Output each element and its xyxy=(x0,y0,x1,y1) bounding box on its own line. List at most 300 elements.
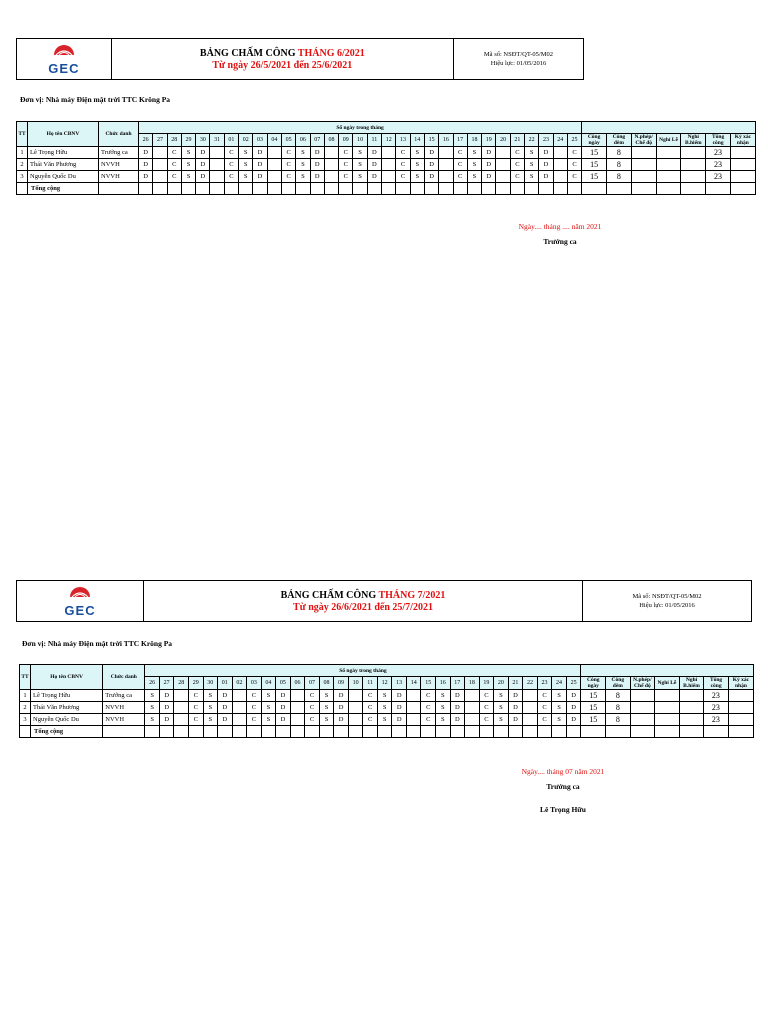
col-header-role: Chức danh xyxy=(99,122,139,147)
row-index: 3 xyxy=(20,714,31,726)
col-header-nphep: N.phép/ Chế độ xyxy=(631,134,656,147)
leave-cell xyxy=(631,147,656,159)
shift-cell: D xyxy=(139,147,153,159)
shift-cell xyxy=(210,171,224,183)
col-header-ky: Ký xác nhận xyxy=(730,134,755,147)
day-number: 10 xyxy=(353,134,367,147)
day-number: 24 xyxy=(552,677,567,690)
shift-cell: D xyxy=(539,147,553,159)
shift-cell: C xyxy=(224,171,238,183)
shift-cell: C xyxy=(305,714,320,726)
total-cell xyxy=(728,726,753,738)
total-cell xyxy=(232,726,247,738)
shift-cell: C xyxy=(453,159,467,171)
table-row xyxy=(20,714,754,726)
total-cell xyxy=(630,726,655,738)
day-number: 08 xyxy=(319,677,334,690)
row-index: 1 xyxy=(20,690,31,702)
shift-cell: D xyxy=(508,714,523,726)
doc-code-block xyxy=(454,39,583,79)
total-cell xyxy=(406,726,421,738)
shift-cell: D xyxy=(310,147,324,159)
shift-cell: D xyxy=(253,159,267,171)
total-cell xyxy=(247,726,262,738)
attendance-table xyxy=(19,664,754,738)
day-number: 19 xyxy=(482,134,496,147)
shift-cell xyxy=(523,702,538,714)
total-cell xyxy=(353,183,367,195)
total-cell xyxy=(253,183,267,195)
total-shifts: 23 xyxy=(706,147,731,159)
shift-cell: S xyxy=(239,159,253,171)
shift-cell xyxy=(523,714,538,726)
total-cell xyxy=(706,183,731,195)
day-number: 18 xyxy=(465,677,480,690)
total-row xyxy=(20,726,754,738)
shift-cell: C xyxy=(167,159,181,171)
day-number: 23 xyxy=(539,134,553,147)
day-number: 20 xyxy=(496,134,510,147)
day-number: 28 xyxy=(174,677,189,690)
day-number: 07 xyxy=(305,677,320,690)
shift-cell xyxy=(553,147,567,159)
day-number: 19 xyxy=(479,677,494,690)
total-cell xyxy=(510,183,524,195)
shift-cell: S xyxy=(181,159,195,171)
total-cell xyxy=(496,183,510,195)
total-cell xyxy=(103,726,145,738)
date-range: Từ ngày 26/5/2021 đến 25/6/2021 xyxy=(212,59,353,71)
shift-cell: D xyxy=(367,171,381,183)
shift-cell: C xyxy=(510,171,524,183)
shift-cell: D xyxy=(367,159,381,171)
header-row xyxy=(17,122,756,134)
col-header-cong-ngay: Công ngày xyxy=(581,677,606,690)
day-number: 22 xyxy=(525,134,539,147)
day-number: 11 xyxy=(363,677,378,690)
shift-cell: S xyxy=(181,147,195,159)
total-cell xyxy=(467,183,481,195)
shift-cell: C xyxy=(363,690,378,702)
shift-cell xyxy=(290,690,305,702)
shift-cell: S xyxy=(261,690,276,702)
sun-logo-icon xyxy=(69,584,91,598)
shift-cell: S xyxy=(525,147,539,159)
holiday-cell xyxy=(655,714,680,726)
sign-date: Ngày.... tháng .... năm 2021 xyxy=(518,222,602,231)
day-number: 25 xyxy=(567,134,581,147)
col-header-nghi-le: Nghỉ Lễ xyxy=(655,677,680,690)
day-number: 12 xyxy=(382,134,396,147)
total-cell xyxy=(218,726,233,738)
employee-name: Lê Trọng Hữu xyxy=(28,147,99,159)
shift-cell: S xyxy=(552,714,567,726)
shift-cell: D xyxy=(424,171,438,183)
employee-role: NVVH xyxy=(99,171,139,183)
shift-cell xyxy=(324,159,338,171)
total-cell xyxy=(210,183,224,195)
shift-cell xyxy=(267,171,281,183)
shift-cell xyxy=(406,690,421,702)
total-cell xyxy=(281,183,295,195)
total-cell xyxy=(382,183,396,195)
shift-cell: C xyxy=(421,690,436,702)
shift-cell: C xyxy=(224,147,238,159)
shift-cell xyxy=(232,690,247,702)
shift-cell: S xyxy=(494,714,509,726)
shift-cell: C xyxy=(339,159,353,171)
shift-cell: S xyxy=(203,690,218,702)
total-cell xyxy=(655,726,680,738)
shift-cell: S xyxy=(181,171,195,183)
shift-cell: S xyxy=(203,714,218,726)
shift-cell: S xyxy=(377,702,392,714)
day-number: 10 xyxy=(348,677,363,690)
logo-text: GEC xyxy=(48,61,80,76)
total-cell xyxy=(139,183,153,195)
shift-cell: D xyxy=(424,147,438,159)
total-cell xyxy=(410,183,424,195)
title-month: THÁNG 6/2021 xyxy=(297,47,365,59)
header-spacer xyxy=(582,122,756,134)
shift-cell: C xyxy=(363,714,378,726)
total-cell xyxy=(339,183,353,195)
day-number: 11 xyxy=(367,134,381,147)
shift-cell: C xyxy=(537,690,552,702)
shift-cell xyxy=(523,690,538,702)
shift-cell: S xyxy=(145,714,160,726)
doc-effective: Hiệu lực: 01/05/2016 xyxy=(490,60,547,67)
day-number: 04 xyxy=(267,134,281,147)
total-cell xyxy=(196,183,210,195)
employee-role: Trưởng ca xyxy=(103,690,145,702)
sun-logo-icon xyxy=(53,42,75,56)
shift-cell xyxy=(153,159,167,171)
table-row xyxy=(17,159,756,171)
shift-cell: D xyxy=(196,147,210,159)
shift-cell xyxy=(324,147,338,159)
shift-cell: D xyxy=(218,690,233,702)
shift-cell: D xyxy=(539,171,553,183)
table-row xyxy=(17,171,756,183)
day-number: 22 xyxy=(523,677,538,690)
sheet-header xyxy=(16,38,584,80)
shift-cell xyxy=(210,147,224,159)
total-shifts: 23 xyxy=(704,690,729,702)
shift-cell: S xyxy=(410,159,424,171)
total-cell xyxy=(553,183,567,195)
table-row xyxy=(17,147,756,159)
day-number: 18 xyxy=(467,134,481,147)
total-cell xyxy=(482,183,496,195)
total-cell xyxy=(224,183,238,195)
total-cell xyxy=(174,726,189,738)
leave-cell xyxy=(630,690,655,702)
day-number: 17 xyxy=(453,134,467,147)
shift-cell: S xyxy=(319,690,334,702)
row-index: 3 xyxy=(17,171,28,183)
day-number: 13 xyxy=(396,134,410,147)
title-month: THÁNG 7/2021 xyxy=(378,589,446,601)
holiday-cell xyxy=(655,690,680,702)
table-row xyxy=(20,690,754,702)
total-cell xyxy=(276,726,291,738)
shift-cell xyxy=(348,714,363,726)
shift-cell: S xyxy=(467,159,481,171)
shift-cell: D xyxy=(334,690,349,702)
shift-cell: D xyxy=(508,702,523,714)
logo-text: GEC xyxy=(64,603,96,618)
col-header-role: Chức danh xyxy=(103,665,145,690)
total-cell xyxy=(704,726,729,738)
doc-code: Mã số: NSĐT/QT-05/M02 xyxy=(483,51,554,58)
shift-cell: D xyxy=(159,714,174,726)
shift-cell: S xyxy=(319,702,334,714)
day-number: 21 xyxy=(510,134,524,147)
day-number: 30 xyxy=(196,134,210,147)
shift-cell: C xyxy=(224,159,238,171)
day-number: 08 xyxy=(324,134,338,147)
signature-cell xyxy=(730,159,755,171)
shift-cell: C xyxy=(188,702,203,714)
shift-cell xyxy=(465,702,480,714)
total-cell xyxy=(539,183,553,195)
day-shifts: 15 xyxy=(582,147,607,159)
shift-cell: D xyxy=(139,171,153,183)
shift-cell: D xyxy=(566,714,581,726)
total-cell xyxy=(348,726,363,738)
total-cell xyxy=(566,726,581,738)
shift-cell: S xyxy=(145,702,160,714)
shift-cell: S xyxy=(239,171,253,183)
shift-cell xyxy=(465,714,480,726)
shift-cell: D xyxy=(334,702,349,714)
row-index: 2 xyxy=(17,159,28,171)
day-number: 06 xyxy=(290,677,305,690)
shift-cell: S xyxy=(410,147,424,159)
total-shifts: 23 xyxy=(704,702,729,714)
shift-cell: D xyxy=(482,159,496,171)
shift-cell: S xyxy=(203,702,218,714)
day-number: 26 xyxy=(139,134,153,147)
total-cell xyxy=(730,183,755,195)
total-cell xyxy=(631,183,656,195)
day-shifts: 15 xyxy=(581,714,606,726)
col-header-nghi-bh: Nghỉ B.hiểm xyxy=(679,677,704,690)
shift-cell xyxy=(153,147,167,159)
total-cell xyxy=(392,726,407,738)
insurance-cell xyxy=(679,690,704,702)
insurance-cell xyxy=(679,702,704,714)
shift-cell: C xyxy=(247,702,262,714)
holiday-cell xyxy=(656,147,681,159)
shift-cell: D xyxy=(139,159,153,171)
shift-cell: D xyxy=(253,171,267,183)
shift-cell: S xyxy=(353,147,367,159)
day-number: 26 xyxy=(145,677,160,690)
day-number: 16 xyxy=(436,677,451,690)
shift-cell xyxy=(290,702,305,714)
total-cell xyxy=(181,183,195,195)
row-index: 2 xyxy=(20,702,31,714)
shift-cell: C xyxy=(281,171,295,183)
night-shifts: 8 xyxy=(606,702,631,714)
day-number: 14 xyxy=(406,677,421,690)
total-cell xyxy=(159,726,174,738)
day-number: 27 xyxy=(153,134,167,147)
total-shifts: 23 xyxy=(706,171,731,183)
shift-cell: C xyxy=(188,714,203,726)
day-number: 05 xyxy=(281,134,295,147)
total-cell xyxy=(421,726,436,738)
day-shifts: 15 xyxy=(581,690,606,702)
total-cell xyxy=(453,183,467,195)
sign-role: Trưởng ca xyxy=(543,237,577,246)
shift-cell: C xyxy=(453,171,467,183)
shift-cell: S xyxy=(436,690,451,702)
shift-cell: D xyxy=(310,159,324,171)
shift-cell: D xyxy=(218,702,233,714)
shift-cell xyxy=(382,171,396,183)
day-number: 03 xyxy=(253,134,267,147)
total-cell xyxy=(525,183,539,195)
day-number: 27 xyxy=(159,677,174,690)
sign-role: Trưởng ca xyxy=(546,782,580,791)
total-cell xyxy=(396,183,410,195)
shift-cell: D xyxy=(392,690,407,702)
employee-name: Nguyễn Quốc Du xyxy=(31,714,103,726)
leave-cell xyxy=(631,159,656,171)
total-cell xyxy=(494,726,509,738)
shift-cell: C xyxy=(305,702,320,714)
shift-cell: C xyxy=(167,147,181,159)
col-header-nphep: N.phép/ Chế độ xyxy=(630,677,655,690)
shift-cell: C xyxy=(421,702,436,714)
title-prefix: BẢNG CHẤM CÔNG xyxy=(280,589,379,601)
holiday-cell xyxy=(656,159,681,171)
shift-cell: S xyxy=(239,147,253,159)
shift-cell xyxy=(324,171,338,183)
day-number: 01 xyxy=(218,677,233,690)
shift-cell: S xyxy=(296,159,310,171)
day-number: 09 xyxy=(339,134,353,147)
shift-cell: C xyxy=(363,702,378,714)
day-number: 29 xyxy=(181,134,195,147)
shift-cell: S xyxy=(552,690,567,702)
sign-name: Lê Trọng Hữu xyxy=(540,805,586,814)
employee-role: NVVH xyxy=(99,159,139,171)
date-range: Từ ngày 26/6/2021 đến 25/7/2021 xyxy=(293,601,433,613)
employee-role: NVVH xyxy=(103,714,145,726)
total-cell xyxy=(267,183,281,195)
shift-cell: C xyxy=(281,159,295,171)
day-number: 31 xyxy=(210,134,224,147)
day-number: 20 xyxy=(494,677,509,690)
shift-cell: S xyxy=(353,159,367,171)
leave-cell xyxy=(630,702,655,714)
total-cell xyxy=(552,726,567,738)
shift-cell xyxy=(496,147,510,159)
day-number: 15 xyxy=(421,677,436,690)
shift-cell xyxy=(174,690,189,702)
shift-cell: D xyxy=(253,147,267,159)
shift-cell: S xyxy=(261,702,276,714)
day-number: 23 xyxy=(537,677,552,690)
shift-cell: C xyxy=(479,714,494,726)
shift-cell xyxy=(553,171,567,183)
shift-cell xyxy=(439,147,453,159)
shift-cell: S xyxy=(525,159,539,171)
shift-cell: C xyxy=(479,690,494,702)
signature-cell xyxy=(728,714,753,726)
signature-block xyxy=(493,767,633,814)
insurance-cell xyxy=(679,714,704,726)
shift-cell: C xyxy=(567,159,581,171)
shift-cell: S xyxy=(436,714,451,726)
unit-label: Đơn vị: Nhà máy Điện mặt trời TTC Krông Pa xyxy=(22,639,173,648)
day-number: 06 xyxy=(296,134,310,147)
shift-cell: D xyxy=(566,702,581,714)
col-header-nghi-bh: Nghỉ B.hiểm xyxy=(681,134,706,147)
shift-cell: C xyxy=(567,147,581,159)
night-shifts: 8 xyxy=(606,714,631,726)
shift-cell: C xyxy=(510,147,524,159)
total-label: Tổng cộng xyxy=(31,726,103,738)
col-header-name: Họ tên CBNV xyxy=(31,665,103,690)
shift-cell xyxy=(382,147,396,159)
shift-cell: D xyxy=(482,171,496,183)
signature-cell xyxy=(730,147,755,159)
shift-cell: C xyxy=(510,159,524,171)
col-header-cong-ngay: Công ngày xyxy=(582,134,607,147)
title-prefix: BẢNG CHẤM CÔNG xyxy=(199,47,298,59)
day-number: 24 xyxy=(553,134,567,147)
signature-cell xyxy=(728,690,753,702)
day-number: 25 xyxy=(566,677,581,690)
shift-cell: C xyxy=(167,171,181,183)
day-shifts: 15 xyxy=(582,171,607,183)
shift-cell xyxy=(439,171,453,183)
day-number: 12 xyxy=(377,677,392,690)
night-shifts: 8 xyxy=(607,159,632,171)
total-cell xyxy=(537,726,552,738)
employee-role: Trưởng ca xyxy=(99,147,139,159)
shift-cell xyxy=(406,702,421,714)
holiday-cell xyxy=(656,171,681,183)
employee-name: Lê Trọng Hữu xyxy=(31,690,103,702)
day-number: 28 xyxy=(167,134,181,147)
leave-cell xyxy=(630,714,655,726)
day-number: 05 xyxy=(276,677,291,690)
shift-cell: S xyxy=(525,171,539,183)
total-blank xyxy=(17,183,28,195)
total-cell xyxy=(324,183,338,195)
shift-cell: D xyxy=(450,714,465,726)
total-cell xyxy=(582,183,607,195)
insurance-cell xyxy=(681,159,706,171)
night-shifts: 8 xyxy=(607,147,632,159)
total-cell xyxy=(310,183,324,195)
shift-cell: S xyxy=(296,147,310,159)
shift-cell: S xyxy=(296,171,310,183)
shift-cell xyxy=(496,159,510,171)
sheet-title xyxy=(200,48,365,60)
shift-cell: S xyxy=(377,714,392,726)
shift-cell xyxy=(153,171,167,183)
shift-cell: D xyxy=(159,690,174,702)
shift-cell: C xyxy=(567,171,581,183)
total-row xyxy=(17,183,756,195)
